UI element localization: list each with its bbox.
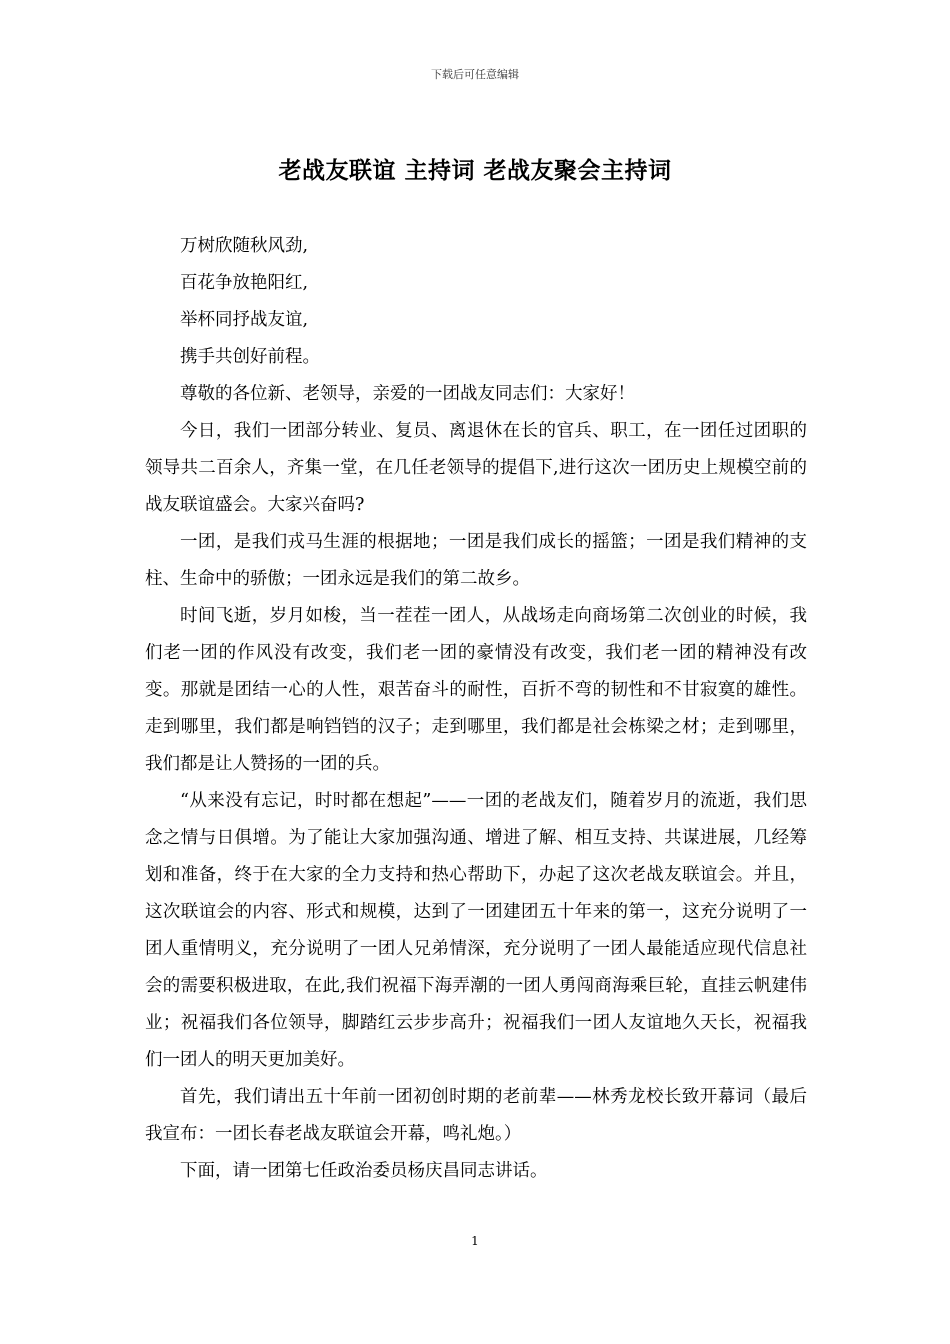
page-number: 1 <box>471 1234 479 1248</box>
document-body <box>145 228 807 1190</box>
paragraph-4: 携手共创好前程。 <box>180 347 320 367</box>
paragraph-3: 举杯同抒战友谊, <box>180 310 309 330</box>
document-title: 老战友联谊 主持词 老战友聚会主持词 <box>278 157 672 184</box>
paragraph-6: 今日，我们一团部分转业、复员、离退休在长的官兵、职工，在一团任过团职的领导共二百余人，齐集一堂，在几任老领导的提倡下,进行这次一团历史上规模空前的战友联谊盛会。大家兴奋吗? <box>145 421 807 515</box>
paragraph-2: 百花争放艳阳红, <box>180 273 309 293</box>
paragraph-1: 万树欣随秋风劲, <box>180 236 309 256</box>
paragraph-5: 尊敬的各位新、老领导，亲爱的一团战友同志们：大家好！ <box>180 384 635 404</box>
paragraph-9: “从来没有忘记，时时都在想起”——一团的老战友们，随着岁月的流逝，我们思念之情与日俱增。为了能让大家加强沟通、增进了解、相互支持、共谋进展，几经筹划和准备，终于在大家的全力支持和热心帮助下，办起了这次老战友联谊会。并且，这次联谊会的内容、形式和规模，达到了一团建团五十年来的第一，这充分说明了一团人重情明义，充分说明了一团人兄弟情深，充分说明了一团人最能适应现代信息社会的需要积极进取，在此,我们祝福下海弄潮的一团人勇闯商海乘巨轮，直挂云帆建伟业；祝福我们各位领导，脚踏红云步步高升；祝福我们一团人友谊地久天长，祝福我们一团人的明天更加美好。 <box>145 791 807 1070</box>
paragraph-7: 一团，是我们戎马生涯的根据地；一团是我们成长的摇篮；一团是我们精神的支柱、生命中的骄傲；一团永远是我们的第二故乡。 <box>145 532 807 589</box>
paragraph-11: 下面，请一团第七任政治委员杨庆昌同志讲话。 <box>180 1161 548 1181</box>
header-note: 下载后可任意编辑 <box>431 68 519 81</box>
paragraph-10: 首先，我们请出五十年前一团初创时期的老前辈——林秀龙校长致开幕词（最后我宣布：一团长春老战友联谊会开幕，鸣礼炮。） <box>145 1087 807 1144</box>
paragraph-8: 时间飞逝，岁月如梭，当一茬茬一团人，从战场走向商场第二次创业的时候，我们老一团的作风没有改变，我们老一团的豪情没有改变，我们老一团的精神没有改变。那就是团结一心的人性，艰苦奋斗的耐性，百折不弯的韧性和不甘寂寞的雄性。走到哪里，我们都是响铛铛的汉子；走到哪里，我们都是社会栋梁之材；走到哪里，我们都是让人赞扬的一团的兵。 <box>145 606 807 774</box>
